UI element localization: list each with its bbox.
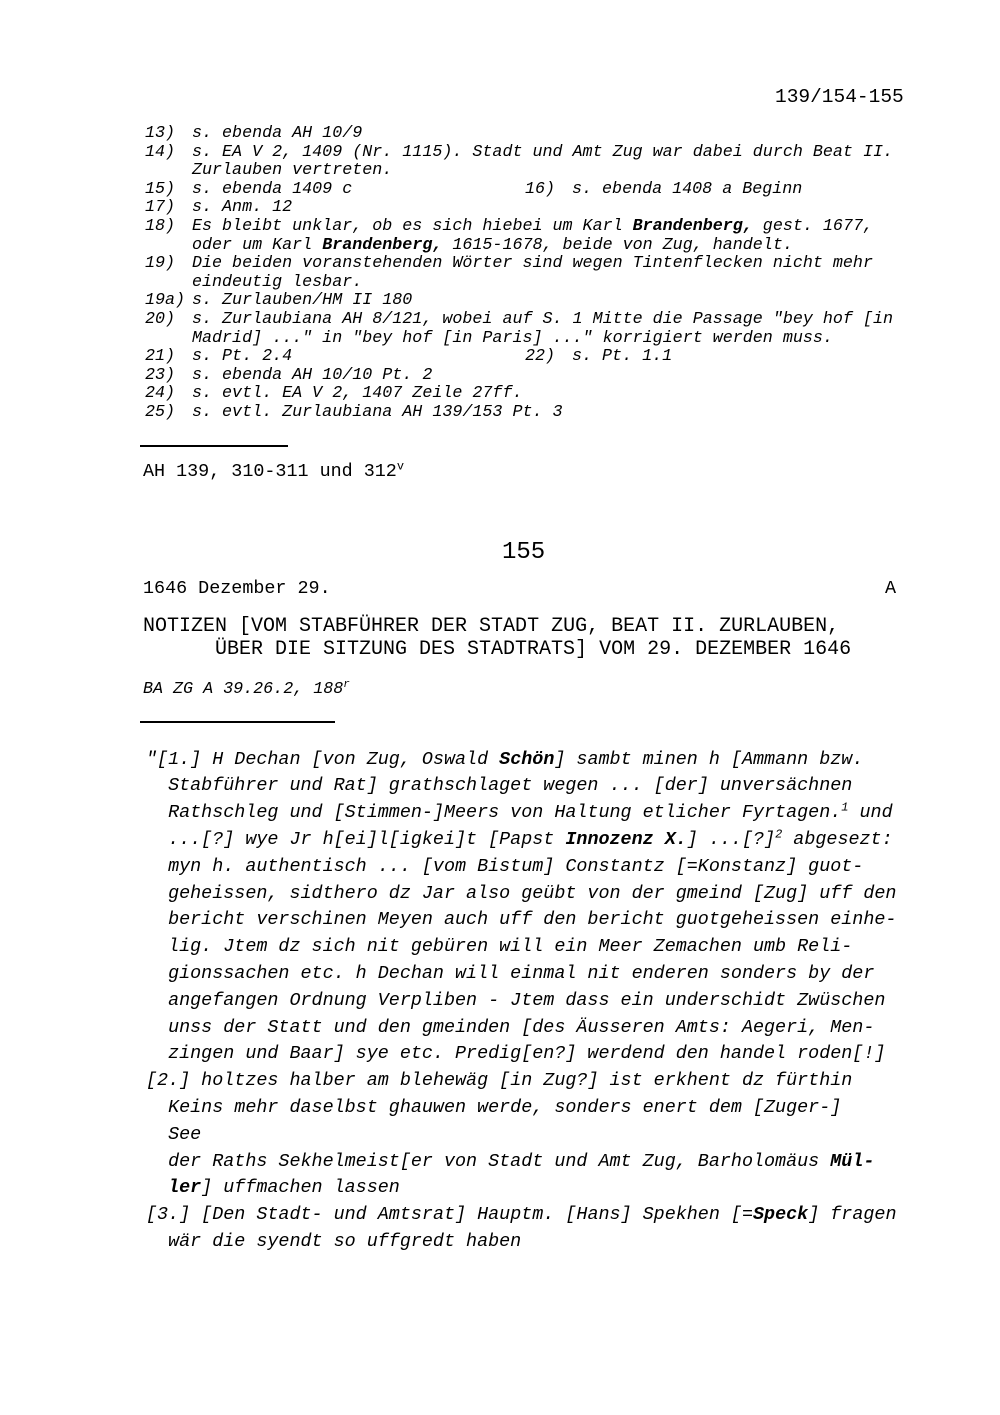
body-line [146,854,926,881]
text-run: s. ebenda 1409 c [192,179,353,199]
body-line [146,827,926,854]
body-line [146,1041,926,1068]
body-line [146,988,926,1015]
body-line [146,747,926,774]
footnote-line [145,292,905,311]
footnote-number: 22) [525,347,556,367]
footnote-entry [145,367,905,386]
bold-name: Brandenberg, [322,235,443,255]
footnote-entry [145,255,905,292]
bold-name: ler [168,1177,202,1199]
footnote-text [192,292,412,311]
footnote-number: 15) [145,179,176,199]
footnote-line [145,311,905,330]
text-run: ] uffmachen lassen [201,1177,400,1199]
footnote-number: 21) [145,347,176,367]
footnote-entry [145,404,905,423]
text-run: ...[?] wye Jr h[ei]l[igkei]t [Papst [168,828,566,850]
footnote-line [145,404,905,423]
footnote-text [192,181,352,200]
text-run: wär die syendt so uffgredt haben [168,1230,522,1252]
bold-name: Mül- [830,1150,875,1172]
footnote-number: 16) [525,179,556,199]
body-line [146,934,926,961]
text-run: "[1.] H Dechan [von Zug, Oswald [146,748,500,770]
text-run: 1615-1678, beide von Zug, handelt. [442,235,793,255]
footnote-text [192,125,362,144]
footnote-entry [145,125,905,144]
footnote-text [572,348,672,367]
footnote-reference: 2 [775,827,783,842]
text-run: abgesezt: [782,828,893,850]
footnote-text [192,162,392,181]
text-run: s. Pt. 2.4 [192,347,293,367]
text-run: s. EA V 2, 1409 (Nr. 1115). Stadt und Amt Zug war dabei durch Beat II. [192,142,893,162]
text-run: Die beiden voranstehenden Wörter sind wegen Tintenflecken nicht mehr [192,254,873,274]
source-reference-superscript: v [396,459,405,474]
text-run: s. ebenda AH 10/10 Pt. 2 [192,365,433,385]
archive-reference-text: BA ZG A 39.26.2, 188 [143,680,344,699]
footnote-text [192,237,793,256]
footnote-line [145,330,905,349]
body-line [146,1229,926,1256]
text-run: ] ...[?] [686,828,776,850]
footnote-text [572,181,802,200]
footnote-entry [145,144,905,181]
text-run: oder um Karl [192,235,323,255]
footnote-text [192,218,873,237]
body-line [146,1015,926,1042]
transcription-body [146,747,926,1256]
footnote-entry [145,348,905,367]
footnotes-list [145,125,905,423]
footnote-line [525,348,905,367]
text-run: [3.] [Den Stadt- und Amtsrat] Hauptm. [Hans] Spekhen [= [146,1204,753,1226]
footnote-entry [145,311,905,348]
source-reference [143,461,404,483]
footnote-line [145,385,905,404]
text-run: zingen und Baar] sye etc. Predig[en?] werdend den handel roden[!] [168,1043,886,1065]
text-run: s. ebenda AH 10/9 [192,124,363,143]
text-run: s. Zurlauben/HM II 180 [192,291,413,311]
body-line [146,1202,926,1229]
footnote-entry [145,292,905,311]
body-paragraph [146,1202,926,1256]
header-separator-rule [140,721,335,723]
text-run: Madrid] ..." in "bey hof [in Paris] ..." korrigiert werden muss. [192,328,833,348]
footnote-number: 19a) [145,291,186,311]
archive-reference [143,680,350,700]
text-run: und [848,802,893,824]
document-number: 155 [502,539,546,566]
text-run: s. Zurlaubiana AH 8/121, wobei auf S. 1 Mitte die Passage "bey hof [in [192,309,893,329]
text-run: Stabführer und Rat] grathschlaget wegen ... [der] unversächnen [168,775,853,797]
footnote-entry [145,181,905,200]
footnote-number: 19) [145,254,176,274]
text-run: gionssachen etc. h Dechan will einmal nit enderen sonders by der [168,962,875,984]
footnote-text [192,385,522,404]
body-line [146,1068,926,1095]
text-run: myn h. authentisch ... [vom Bistum] Constantz [=Konstanz] guot- [168,855,864,877]
footnote-text [192,144,893,163]
text-run: ] fragen [808,1204,897,1226]
footnote-entry [145,199,905,218]
bold-name: Innozenz X. [565,828,687,850]
text-run: gest. 1677, [752,216,873,236]
footnote-text [192,330,833,349]
footnote-number: 17) [145,198,176,218]
text-run: [2.] holtzes halber am blehewäg [in Zug?] ist erkhent dz fürthin [146,1070,853,1092]
footnote-line [145,199,905,218]
document-title-line-2: ÜBER DIE SITZUNG DES STADTRATS] VOM 29. DEZEMBER 1646 [215,638,852,661]
text-run: s. evtl. EA V 2, 1407 Zeile 27ff. [192,384,523,404]
footnote-text [192,311,893,330]
footnote-entry [525,181,905,200]
footnote-line [145,274,905,293]
footnote-separator-rule [140,445,288,447]
document-title [143,615,851,661]
footnote-line [145,125,905,144]
footnote-text [192,274,362,293]
text-run: s. Anm. 12 [192,198,293,218]
text-run: geheissen, sidthero dz Jar also geübt von der gmeind [Zug] uff den [168,882,897,904]
body-line [146,961,926,988]
body-line [146,1095,926,1122]
archive-reference-superscript: r [343,679,350,692]
footnote-line [145,218,905,237]
text-run: Keins mehr daselbst ghauwen werde, sonders enert dem [Zuger-] [168,1096,842,1118]
footnote-line [525,181,905,200]
footnote-text [192,199,292,218]
footnote-number: 20) [145,309,176,329]
body-line [146,1122,926,1149]
text-run: s. Pt. 1.1 [572,347,673,367]
source-reference-text: AH 139, 310-311 und 312 [143,461,397,482]
footnote-entry [145,385,905,404]
text-run: s. ebenda 1408 a Beginn [572,179,803,199]
body-paragraph [146,1068,926,1202]
footnote-text [192,255,873,274]
body-line [146,881,926,908]
text-run: angefangen Ordnung Verpliben - Jtem dass ein underschidt Zwüschen [168,989,886,1011]
text-run: der Raths Sekhelmeist[er von Stadt und Amt Zug, Barholomäus [168,1150,831,1172]
text-run: lig. Jtem dz sich nit gebüren will ein Meer Zemachen umb Reli- [168,936,853,958]
text-run: Es bleibt unklar, ob es sich hiebei um Karl [192,216,633,236]
footnote-number: 24) [145,384,176,404]
footnote-reference: 1 [841,800,849,815]
body-line [146,800,926,827]
footnote-number: 18) [145,216,176,236]
footnote-number: 25) [145,402,176,422]
document-title-line-1: NOTIZEN [VOM STABFÜHRER DER STADT ZUG, BEAT II. ZURLAUBEN, [143,615,840,638]
text-run: See [168,1123,202,1145]
text-run: ] sambt minen h [Ammann bzw. [554,748,864,770]
text-run: bericht verschinen Meyen auch uff den bericht guotgeheissen einhe- [168,909,897,931]
footnote-entry [145,218,905,255]
footnote-text [192,404,563,423]
body-line [146,1175,926,1202]
footnote-line [145,255,905,274]
page-reference: 139/154-155 [775,86,904,108]
footnote-text [192,367,432,386]
footnote-number: 13) [145,124,176,143]
footnote-line [145,162,905,181]
body-line [146,1149,926,1176]
text-run: Rathschleg und [Stimmen-]Meers von Haltung etlicher Fyrtagen. [168,802,842,824]
document-type-letter: A [885,578,897,599]
bold-name: Speck [753,1204,809,1226]
text-run: eindeutig lesbar. [192,272,363,292]
bold-name: Schön [499,748,555,770]
bold-name: Brandenberg, [632,216,753,236]
text-run: Zurlauben vertreten. [192,161,393,181]
text-run: unss der Statt und den gmeinden [des Äusseren Amts: Aegeri, Men- [168,1016,875,1038]
footnote-entry [525,348,905,367]
document-date: 1646 Dezember 29. [143,578,331,599]
footnote-line [145,367,905,386]
footnote-number: 14) [145,142,176,162]
footnote-line [145,237,905,256]
body-line [146,773,926,800]
footnote-line [145,144,905,163]
body-paragraph [146,747,926,1069]
text-run: s. evtl. Zurlaubiana AH 139/153 Pt. 3 [192,402,563,422]
body-line [146,907,926,934]
footnote-text [192,348,292,367]
footnote-number: 23) [145,365,176,385]
